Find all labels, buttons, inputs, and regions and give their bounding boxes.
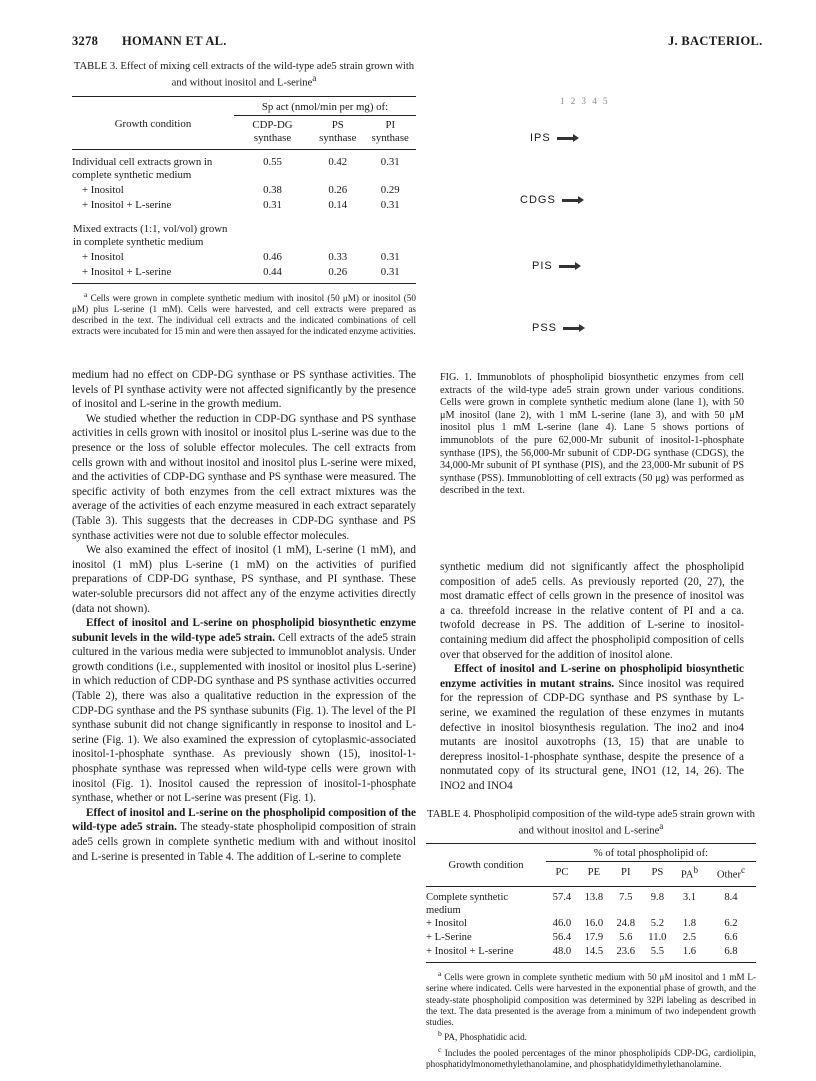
- table-4-footnote-b: $^b$ PA, Phosphatidic acid.: [438, 1029, 527, 1043]
- table-cell: 6.8: [724, 945, 738, 957]
- paragraph: medium had no effect on CDP-DG synthase or PS synthase activities. The levels of PI synthase activity were not affected significantly by the presence of inositol and L-serine in the growth medium.: [72, 369, 416, 411]
- table-row: + Inositol + L-serine: [82, 198, 172, 211]
- table-3-grid: [72, 96, 416, 284]
- table-cell: 6.6: [724, 932, 738, 944]
- figure-1-caption: FIG. 1. Immunoblots of phospholipid biosynthetic enzymes from cell extracts of the wild-type ade5 strain grown under various conditions. Cells were grown in complete synthetic medium alone (lane 1), with 50 μM inositol (lane 2), with 1 mM L-serine (lane 3), and with 50 μM inositol plus 1 mM L-serine (lane 4). Lane 5 shows portions of immunoblots of the pure 62,000-Mr subunit of inositol-1-phosphate synthase (IPS), the 56,000-Mr subunit of CDP-DG synthase (CDGS), the 34,000-Mr subunit of PI synthase (PIS), and the 23,000-Mr subunit of PS synthase (PSS). Immunoblotting of cell extracts (50 μg) was performed as described in the text.: [440, 372, 744, 497]
- table-cell: 48.0: [552, 945, 572, 957]
- table-4-col-header: Other$^c$: [716, 865, 746, 881]
- table-cell: 11.0: [648, 932, 667, 944]
- table-cell: 5.2: [650, 918, 664, 930]
- arrow-icon: [557, 137, 573, 140]
- table-4-footnote-a: $^a$ Cells were grown in complete synthetic medium with 50 μM inositol and 1 mM L-serine where indicated. Cells were harvested in the exponential phase of growth, and the steady-state phospholipid composition was determined by 32Pi labeling as described in the text. The data presented is the average from a minimum of two independent growth studies.: [426, 969, 757, 1028]
- table-cell: 0.38: [263, 183, 282, 196]
- table-4-col-header: PS: [651, 867, 664, 879]
- band-label-ips: IPS: [530, 132, 573, 144]
- section-heading: Effect of inositol and L-serine on the phospholipid composition of the wild-type ade5 strain.: [72, 806, 416, 834]
- table-cell: 8.4: [724, 892, 738, 904]
- table-4-col-growth: Growth condition: [448, 860, 524, 872]
- table-4-col-header: PE: [587, 867, 601, 879]
- table-4-footnote-c: $^c$ Includes the pooled percentages of the minor phospholipids CDP-DG, cardiolipin, phosphatidylmonomethylethanolamine, and phosphatidyldimethylethanolamine.: [426, 1044, 756, 1069]
- table-4-title: TABLE 4. Phospholipid composition of the wild-type ade5 strain grown with and without inositol and L-serine$^a$: [427, 809, 755, 837]
- table-row-label: Complete synthetic medium: [426, 892, 509, 916]
- band-label-pis: PIS: [532, 260, 575, 272]
- table-4: [426, 808, 756, 1070]
- table-cell: 1.6: [682, 945, 697, 957]
- table-cell: 56.4: [552, 932, 572, 944]
- table-row-label: + Inositol: [426, 918, 467, 930]
- table-cell: 46.0: [552, 918, 572, 930]
- lane-numbers: 1 2 3 4 5: [560, 96, 610, 106]
- table-cell: 0.33: [328, 250, 348, 263]
- table-cell: 0.46: [263, 250, 282, 263]
- table-row: [426, 918, 756, 932]
- table-3-title: TABLE 3. Effect of mixing cell extracts of the wild-type ade5 strain grown with and without inositol and L-serine$^a$: [73, 61, 415, 89]
- table-4-col-header: PC: [555, 867, 569, 879]
- table-cell: 9.8: [650, 892, 664, 904]
- table-row: [426, 932, 756, 946]
- table-4-pct-header: % of total phospholipid of:: [546, 843, 756, 862]
- table-cell: 0.31: [380, 155, 400, 168]
- band-label-cdgs: CDGS: [520, 194, 578, 206]
- table-cell: 5.5: [650, 945, 664, 957]
- table-row: Mixed extracts (1:1, vol/vol) grown in complete synthetic medium: [73, 222, 228, 248]
- table-row-label: + L-Serine: [426, 932, 472, 944]
- arrow-icon: [562, 199, 578, 202]
- table-cell: 0.31: [263, 198, 282, 211]
- page-number: 3278: [72, 34, 99, 48]
- arrow-icon: [563, 327, 579, 330]
- table-4-grid: [426, 843, 756, 964]
- table-4-footnotes: [426, 968, 756, 1070]
- table-cell: 0.14: [328, 198, 348, 211]
- table-cell: 14.5: [584, 945, 604, 957]
- arrow-icon: [559, 265, 575, 268]
- table-3: [72, 60, 416, 337]
- table-cell: 13.8: [584, 892, 604, 904]
- paragraph: synthetic medium did not significantly affect the phospholipid composition of ade5 cells. As previously reported (20, 27), the most dramatic effect of cells grown in the presence of inositol was a ca. threefold increase in the relative content of PI and a ca. twofold decrease in PS. The addition of L-serine to inositol-containing medium did affect the phospholipid composition of cells over that observed for the addition of inositol alone.: [440, 561, 744, 661]
- table-cell: 0.31: [380, 198, 400, 211]
- figure-1: [440, 90, 744, 360]
- table-cell: 0.44: [263, 265, 282, 278]
- table-row: + Inositol: [82, 183, 124, 196]
- table-cell: 6.2: [724, 918, 738, 930]
- running-authors: HOMANN ET AL.: [122, 34, 227, 48]
- table-cell: 7.5: [619, 892, 633, 904]
- table-cell: 0.26: [328, 265, 348, 278]
- left-column: [72, 368, 416, 864]
- table-4-col-header: PI: [621, 867, 631, 879]
- table-cell: 2.5: [682, 932, 697, 944]
- table-cell: 16.0: [584, 918, 604, 930]
- paragraph: Effect of inositol and L-serine on phospholipid biosynthetic enzyme subunit levels in the wild-type ade5 strain. Cell extracts of the ade5 strain cultured in the various media were subjected to immunoblot analysis. Under growth conditions (i.e., supplemented with inositol or inositol plus L-serine) in which reduction of CDP-DG synthase and PS synthase activities occurred (Table 2), there was also a qualitative reduction in the expression of the CDP-DG synthase and the PS synthase subunits (Fig. 1). The level of the PI synthase subunit did not change significantly in response to inositol and L-serine (Fig. 1). We also examined the expression of cytoplasmic-associated inositol-1-phosphate synthase. As previously shown (15), inositol-1-phosphate synthase was repressed when wild-type cells were grown with inositol (Fig. 1). Inositol caused the repression of inositol-1-phosphate synthase, whether or not L-serine was present (Fig. 1).: [72, 617, 416, 805]
- paragraph: Effect of inositol and L-serine on phospholipid biosynthetic enzyme activities in mutant strains. Since inositol was required for the repression of CDP-DG synthase and PS synthase by L-serine, we examined the regulation of these enzymes in mutants defective in inositol biosynthesis regulation. The ino2 and ino4 mutants are inositol auxotrophs (13, 15) that are unable to derepress inositol-1-phosphate synthase, despite the presence of a nonmutated copy of its structural gene, INO1 (12, 14, 26). The INO2 and INO4: [440, 663, 744, 792]
- table-3-col-cdpdg: CDP-DG synthase: [252, 118, 293, 144]
- table-row-label: + Inositol + L-serine: [426, 945, 514, 957]
- paragraph: Effect of inositol and L-serine on the phospholipid composition of the wild-type ade5 strain. The steady-state phospholipid composition of strain ade5 cells grown in complete synthetic medium with and without inositol and L-serine is presented in Table 4. The addition of L-serine to complete: [72, 806, 416, 863]
- band-label-pss: PSS: [532, 322, 579, 334]
- table-3-col-pi: PI synthase: [371, 118, 409, 144]
- table-cell: 24.8: [616, 918, 636, 930]
- table-3-col-ps: PS synthase: [319, 118, 357, 144]
- table-cell: 0.29: [380, 183, 400, 196]
- right-column: [440, 560, 744, 794]
- table-cell: 0.42: [328, 155, 348, 168]
- table-3-footnote: $^a$ Cells were grown in complete synthetic medium with inositol (50 μM) or inositol (50 μM) plus L-serine (1 mM). Cells were harvested, and cell extracts were prepared as described in the text. The individual cell extracts and the indicated combinations of cell extracts were incubated for 15 min and were then assayed for the indicated enzyme activities.: [72, 289, 416, 337]
- table-cell: 0.26: [328, 183, 348, 196]
- table-cell: 0.31: [380, 250, 400, 263]
- table-cell: 3.1: [682, 892, 697, 904]
- section-heading: Effect of inositol and L-serine on phospholipid biosynthetic enzyme activities in mutant strains.: [440, 663, 744, 690]
- table-cell: 23.6: [616, 945, 636, 957]
- table-3-col-growth: Growth condition: [114, 117, 192, 130]
- table-cell: 17.9: [584, 932, 604, 944]
- journal-name: J. BACTERIOL.: [668, 34, 763, 48]
- table-row: Individual cell extracts grown in complete synthetic medium: [72, 155, 213, 181]
- paragraph: We studied whether the reduction in CDP-DG synthase and PS synthase activities in cells grown with inositol or inositol plus L-serine was due to the presence or the loss of soluble effector molecules. The cell extracts from cells grown with and without inositol and inositol plus L-serine were mixed, and the activities of CDP-DG synthase and PS synthase were measured. The specific activity of both enzymes from the cell extract mixtures was the average of the activities of each enzyme measured in each extract separately (Table 3). This suggests that the decreases in CDP-DG synthase and PS synthase activities were not due to soluble effector molecules.: [72, 412, 416, 542]
- paragraph: We also examined the effect of inositol (1 mM), L-serine (1 mM), and inositol (1 mM) plus L-serine (1 mM) on the activities of purified preparations of CDP-DG synthase, PS synthase, and PI synthase. These water-soluble precursors did not affect any of the enzyme activities directly (data not shown).: [72, 544, 416, 615]
- table-4-col-header: $PA^b$: [680, 865, 699, 881]
- table-cell: 0.55: [263, 155, 282, 168]
- table-cell: 5.6: [619, 932, 633, 944]
- table-row: + Inositol + L-serine: [82, 265, 172, 278]
- table-cell: 0.31: [380, 265, 400, 278]
- table-row: [426, 887, 756, 919]
- table-cell: 57.4: [552, 892, 572, 904]
- section-heading: Effect of inositol and L-serine on phospholipid biosynthetic enzyme subunit levels in the wild-type ade5 strain.: [72, 617, 416, 644]
- table-row: + Inositol: [82, 250, 124, 263]
- table-cell: 1.8: [682, 918, 697, 930]
- table-row: [426, 946, 756, 963]
- table-3-spact-header: Sp act (nmol/min per mg) of:: [234, 96, 416, 115]
